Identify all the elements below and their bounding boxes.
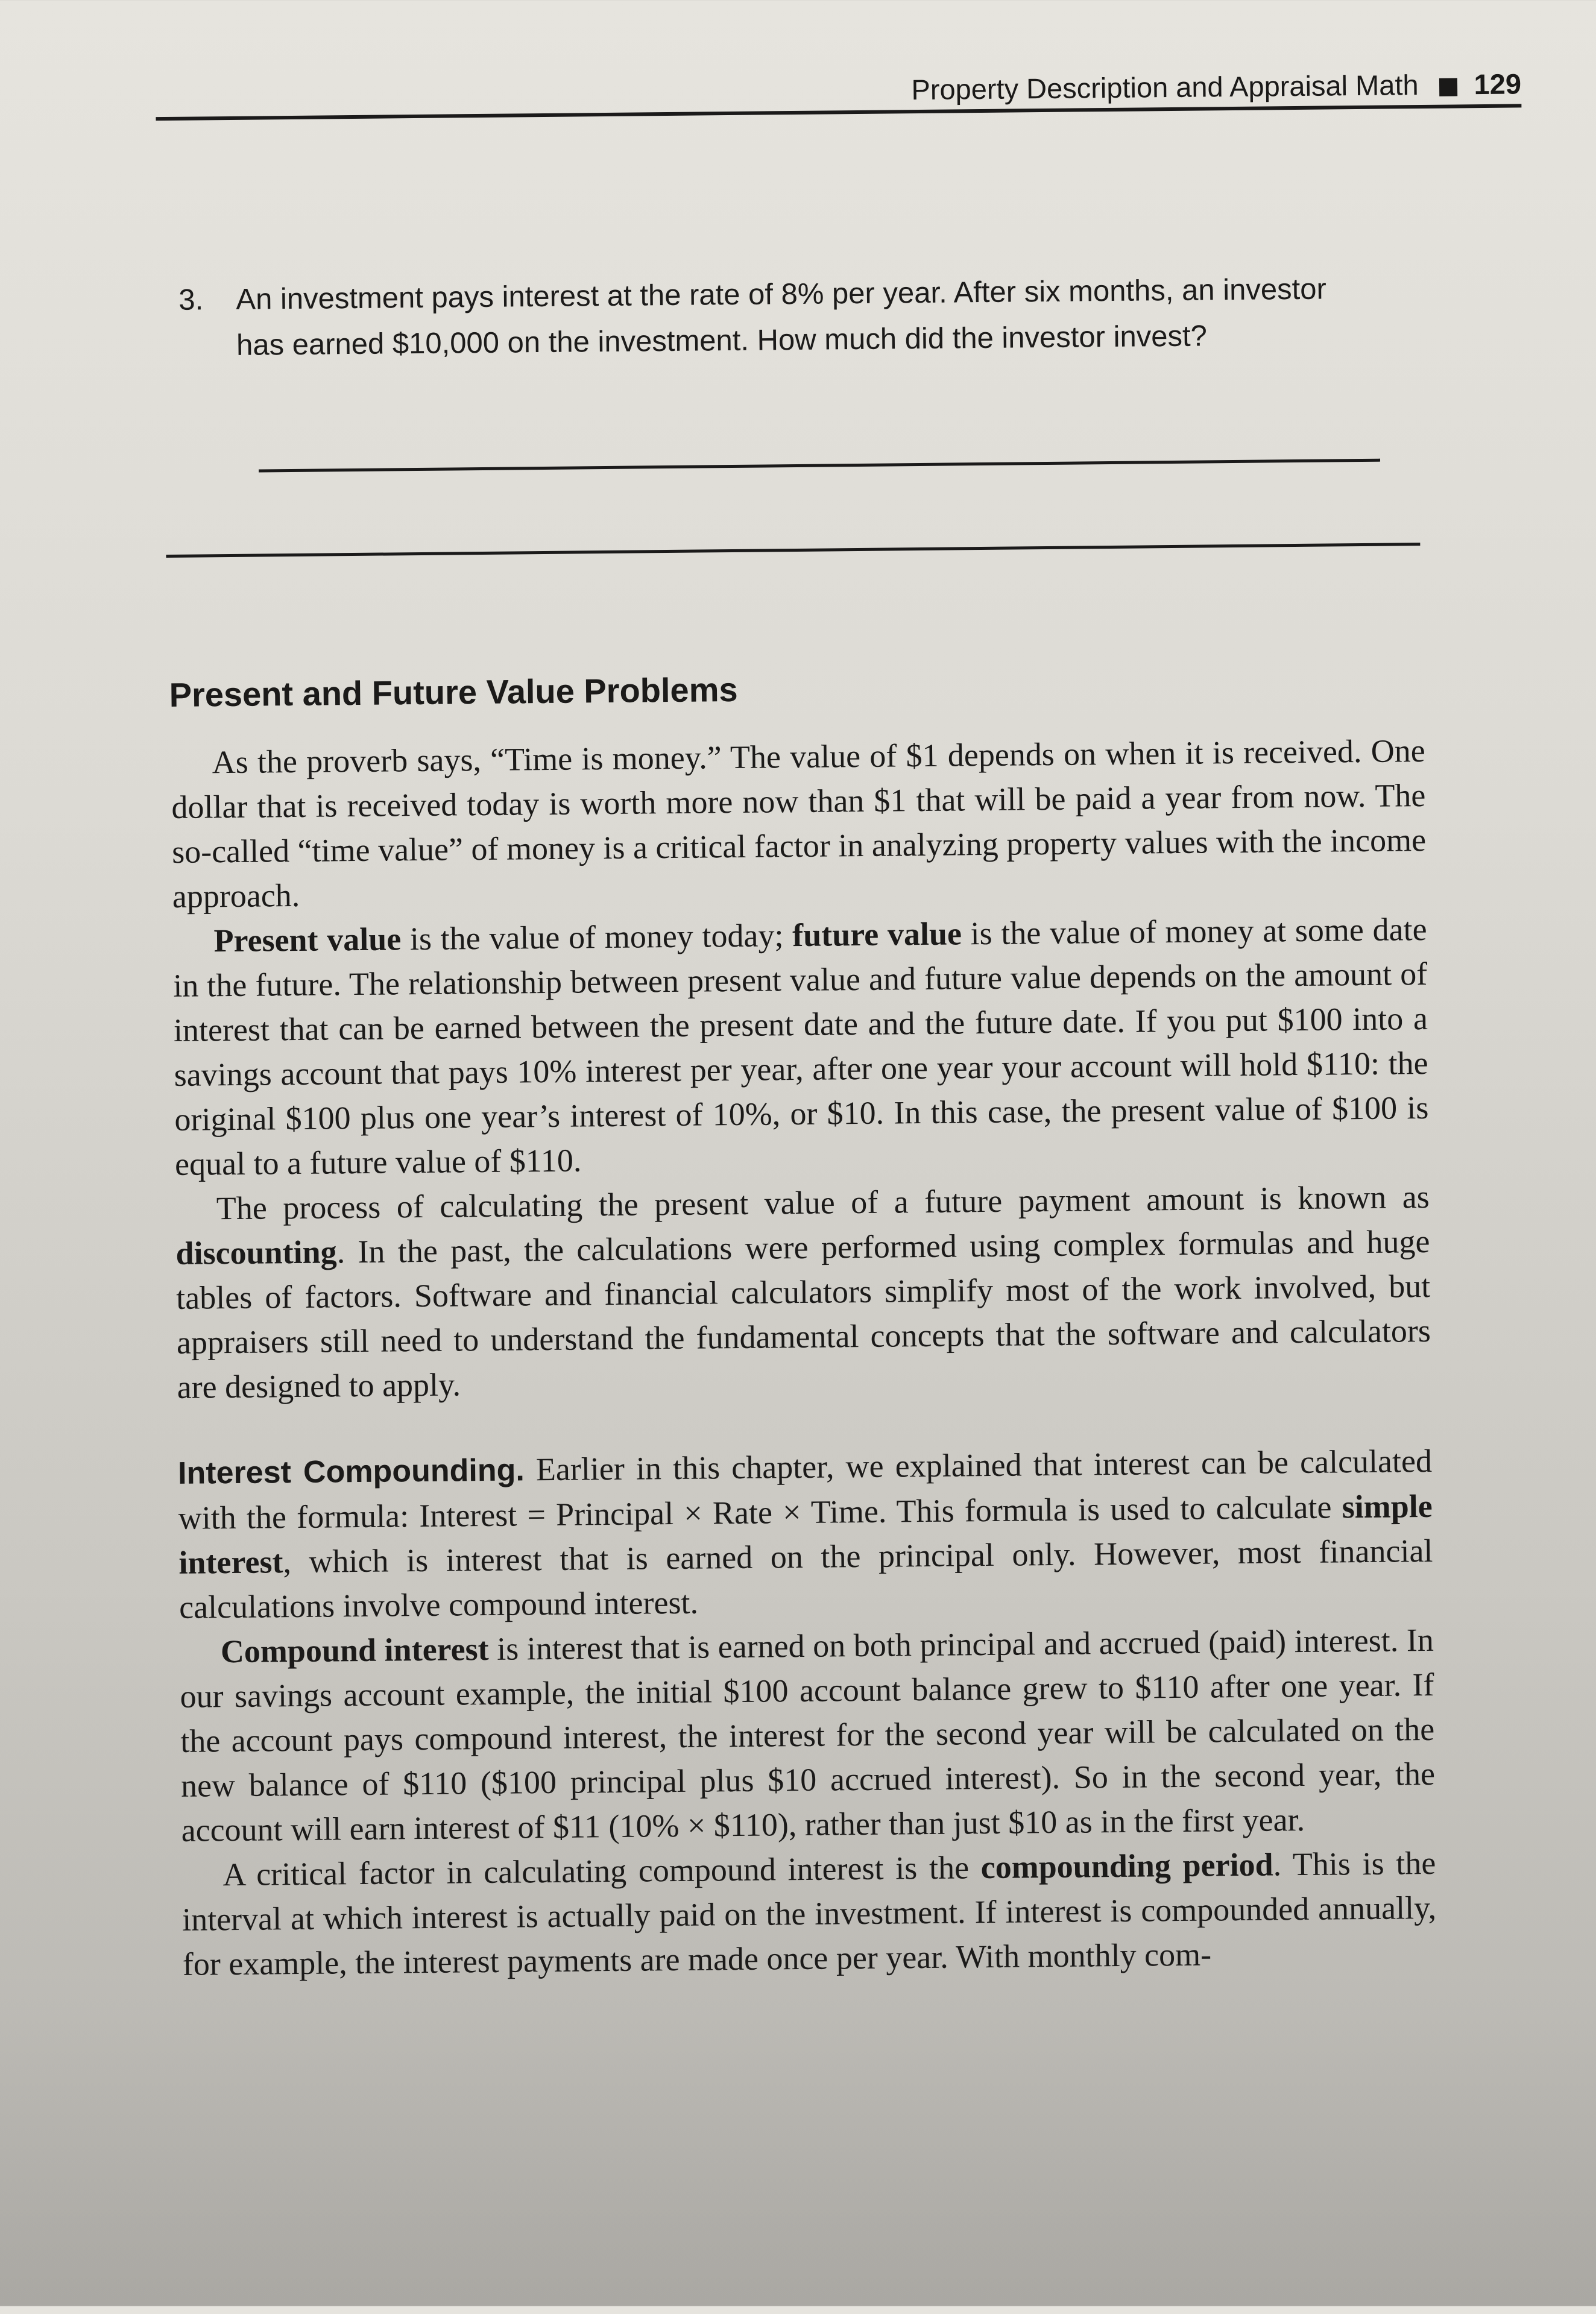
exercise-question: An investment pays interest at the rate of 8% per year. After six months, an investor has earned $10,000 on the investment. How much did the investor invest? — [236, 273, 1327, 362]
text-run: A critical factor in calculating compound interest is the — [222, 1849, 982, 1893]
text-run: . In the past, the calculations were performed using complex formulas and huge tables of factors. Software and financial calculators simplify most of the work involved, but appraisers still need to understand the fundamental concepts that the software and calculators are designed to apply. — [175, 1223, 1431, 1405]
text-run: . This is the interval at which interest is actually paid on the investment. If interest is compounded annually, for example, the interest payments are made once per year. With monthly com- — [181, 1844, 1437, 1982]
text-run: is interest that is earned on both principal and accrued (paid) interest. In our savings account example, the initial $100 account balance grew to $110 after one year. If the account pays compound interest, the interest for the second year will be calculated on the new balance of $110 ($100 principal plus $10 accrued interest). So in the second year, the account will earn interest of $11 (10% × $110), rather than just $10 as in the first year. — [180, 1621, 1436, 1849]
text-run: is the value of money at some date in the future. The relationship between present value and future value depends on the amount of interest that can be earned between the present date and the future date. If you put $100 into a savings account that pays 10% interest per year, after one year your account will hold $110: the original $100 plus one year’s interest of 10%, or $10. In this case, the present value of $100 is equal to a future value of $110. — [172, 910, 1429, 1182]
answer-line-2[interactable] — [166, 543, 1420, 558]
body-text — [171, 728, 1437, 1987]
square-bullet-icon — [1439, 78, 1457, 96]
paragraph-interest-compounding — [178, 1439, 1434, 1630]
key-term: Compound interest — [220, 1630, 489, 1670]
running-title: Property Description and Appraisal Math — [911, 69, 1419, 106]
paragraph-compound-interest — [180, 1618, 1436, 1853]
paragraph-time-is-money — [171, 728, 1427, 919]
answer-line-1[interactable] — [259, 459, 1380, 473]
running-header — [156, 56, 1522, 121]
key-term: compounding period — [980, 1846, 1273, 1886]
text-run: As the proverb says, “Time is money.” The value of $1 depends on when it is received. One dollar that is received today is worth more now than $1 that will be paid a year from now. The so-called “time value” of money is a critical factor in analyzing property values with the income approach. — [171, 732, 1427, 915]
text-run: Earlier in this chapter, we explained that interest can be calculated with the formula: Interest = Principal × Rate × Time. This formula is used to calculate — [178, 1442, 1433, 1536]
exercise-3 — [178, 266, 1373, 369]
exercise-number: 3. — [178, 283, 204, 317]
paragraph-discounting — [175, 1174, 1431, 1410]
key-term: discounting — [175, 1234, 337, 1272]
text-run: The process of calculating the present value of a future payment amount is known as — [216, 1178, 1430, 1227]
key-term: Present value — [213, 921, 402, 959]
paragraph-compounding-period — [181, 1841, 1437, 1987]
key-term: future value — [792, 915, 962, 954]
section-heading: Present and Future Value Problems — [169, 670, 738, 714]
page-number: 129 — [1474, 68, 1522, 101]
text-run: is the value of money today; — [400, 917, 793, 957]
text-run: , which is interest that is earned on the principal only. However, most financial calculations involve compound interest. — [178, 1532, 1433, 1625]
key-term: simple interest — [178, 1487, 1433, 1581]
paragraph-present-future-value — [172, 907, 1429, 1187]
subsection-heading: Interest Compounding. — [177, 1452, 525, 1491]
